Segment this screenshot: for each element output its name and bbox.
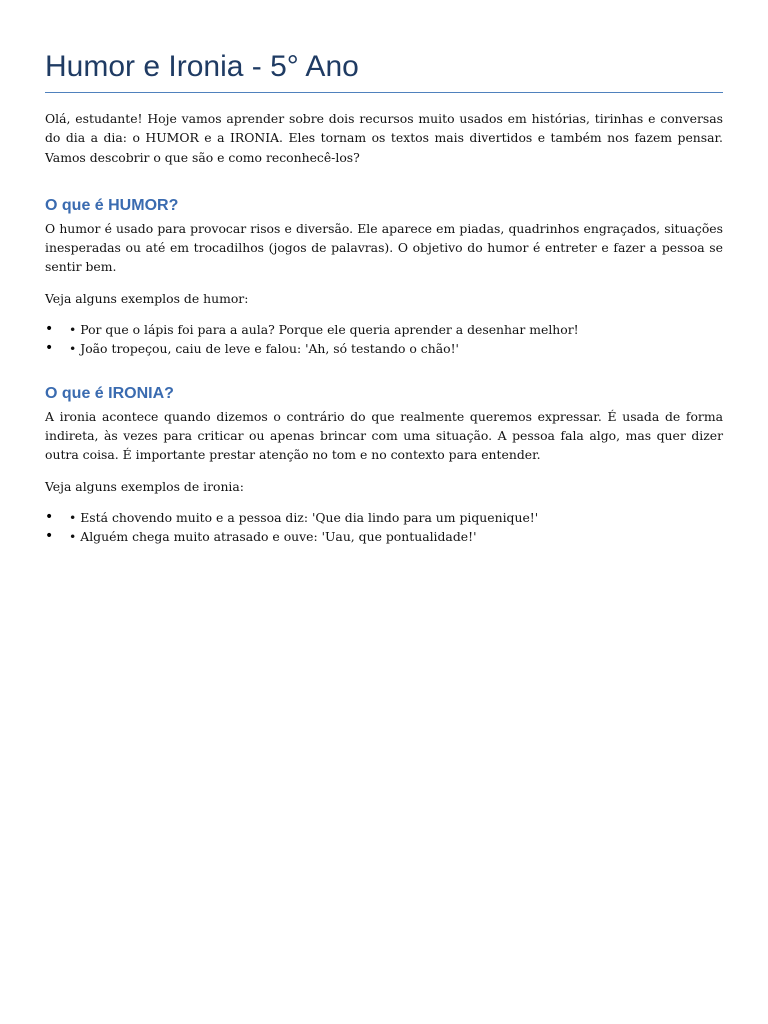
examples-list-humor [45,320,723,359]
examples-list-ironia [45,508,723,547]
section-ironia [45,383,723,547]
list-item-text: • Por que o lápis foi para a aula? Porque ele queria aprender a desenhar melhor! [69,322,579,338]
title-divider [45,92,723,93]
list-item-text: • Está chovendo muito e a pessoa diz: 'Que dia lindo para um piquenique!' [69,509,539,525]
examples-intro-humor: Veja alguns exemplos de humor: [45,290,249,306]
section-paragraph-humor: O humor é usado para provocar risos e diversão. Ele aparece em piadas, quadrinhos engraçados, situações inesperadas ou até em trocadilhos (jogos de palavras). O objetivo do humor é entreter e fazer a pessoa se sentir bem. [45,220,723,275]
bullet-icon: • [45,508,54,525]
list-item [45,339,723,358]
section-paragraph-ironia: A ironia acontece quando dizemos o contrário do que realmente queremos expressar. É usada de forma indireta, às vezes para criticar ou apenas brincar com uma situação. A pessoa fala algo, mas quer dizer outra coisa. É importante prestar atenção no tom e no contexto para entender. [45,408,723,463]
list-item-text: • João tropeçou, caiu de leve e falou: 'Ah, só testando o chão!' [69,341,459,357]
examples-intro-ironia: Veja alguns exemplos de ironia: [45,478,244,494]
list-item [45,508,723,527]
list-item-text: • Alguém chega muito atrasado e ouve: 'Uau, que pontualidade!' [69,529,477,545]
list-item [45,527,723,546]
list-item [45,320,723,339]
bullet-icon: • [45,528,54,545]
intro-paragraph: Olá, estudante! Hoje vamos aprender sobre dois recursos muito usados em histórias, tirinhas e conversas do dia a dia: o HUMOR e a IRONIA. Eles tornam os textos mais divertidos e também nos fazem pensar. Vamos descobrir o que são e como reconhecê-los? [45,111,723,165]
document-page [45,48,723,546]
section-heading-ironia: O que é IRONIA? [45,384,174,402]
document-title: Humor e Ironia - 5° Ano [45,50,359,83]
section-humor [45,195,723,359]
section-heading-humor: O que é HUMOR? [45,196,179,214]
bullet-icon: • [45,321,54,338]
bullet-icon: • [45,340,54,357]
